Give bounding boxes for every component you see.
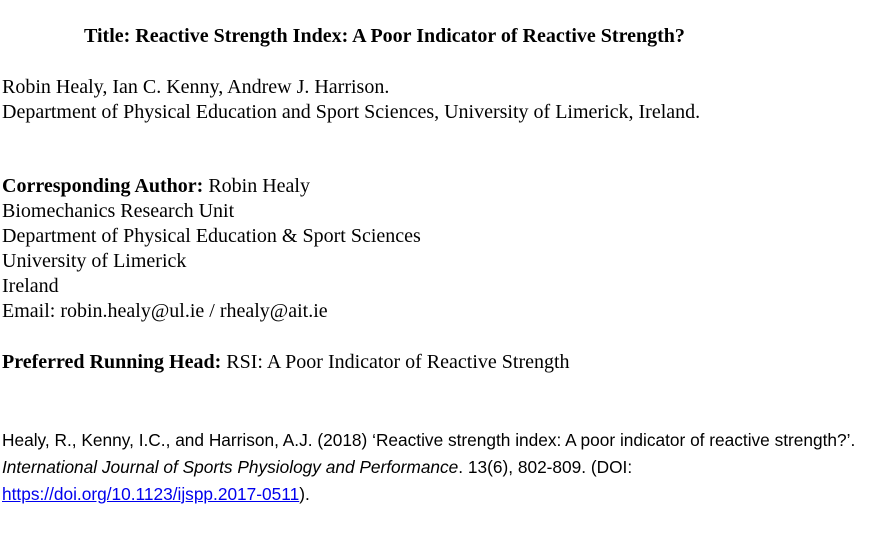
corresponding-department: Department of Physical Education & Sport Sciences bbox=[2, 225, 421, 247]
running-head-value: RSI: A Poor Indicator of Reactive Strength bbox=[221, 351, 570, 373]
author-names: Robin Healy, Ian C. Kenny, Andrew J. Harrison. bbox=[2, 76, 390, 98]
corresponding-university: University of Limerick bbox=[2, 250, 187, 272]
citation-suffix: ). bbox=[299, 484, 310, 504]
citation-block bbox=[2, 427, 862, 508]
corresponding-author-block bbox=[2, 174, 421, 324]
running-head-label: Preferred Running Head: bbox=[2, 351, 222, 373]
citation-journal: International Journal of Sports Physiology and Performance bbox=[2, 457, 459, 477]
author-block bbox=[2, 75, 700, 125]
running-head bbox=[2, 350, 570, 375]
doi-link[interactable]: https://doi.org/10.1123/ijspp.2017-0511 bbox=[2, 484, 300, 504]
corresponding-country: Ireland bbox=[2, 275, 59, 297]
corresponding-unit: Biomechanics Research Unit bbox=[2, 200, 235, 222]
corresponding-author-label: Corresponding Author: bbox=[2, 175, 204, 197]
paper-title: Title: Reactive Strength Index: A Poor Indicator of Reactive Strength? bbox=[84, 25, 685, 47]
author-affiliation: Department of Physical Education and Sport Sciences, University of Limerick, Ireland. bbox=[2, 101, 701, 123]
corresponding-author-line bbox=[2, 174, 421, 199]
corresponding-email: Email: robin.healy@ul.ie / rhealy@ait.ie bbox=[2, 300, 328, 322]
citation-details: . 13(6), 802-809. (DOI: bbox=[458, 457, 633, 477]
citation-prefix: Healy, R., Kenny, I.C., and Harrison, A.J. (2018) ‘Reactive strength index: A poor indicator of reactive strength?’. bbox=[2, 430, 856, 450]
corresponding-author-name: Robin Healy bbox=[203, 175, 310, 197]
